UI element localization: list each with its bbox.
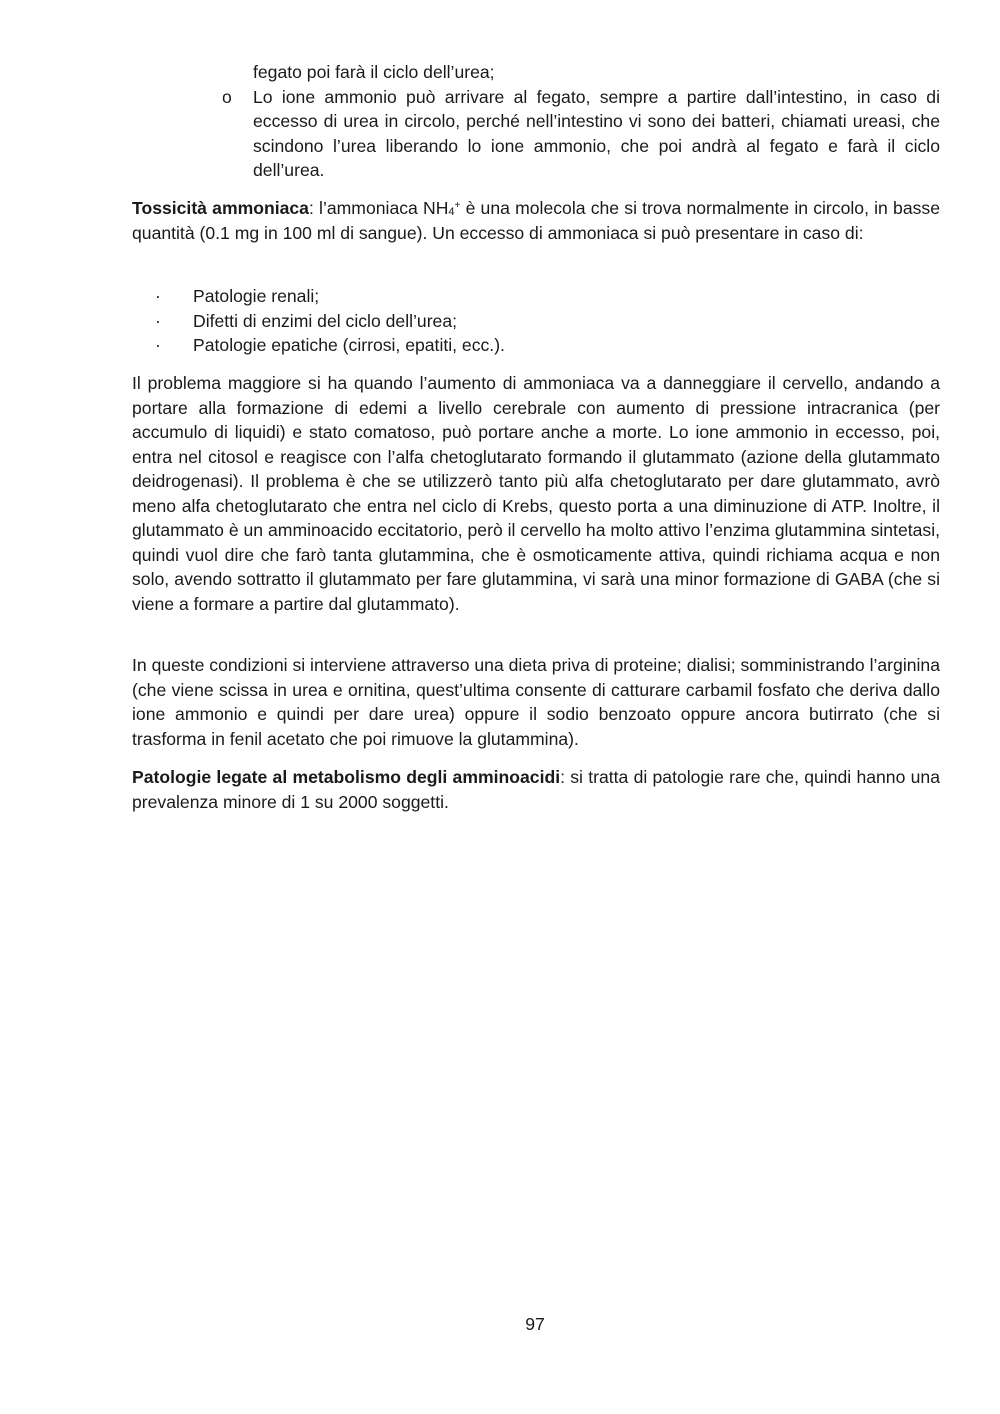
list-marker: o <box>222 86 232 107</box>
toxicity-paragraph <box>132 196 940 245</box>
cause-text: Patologie epatiche (cirrosi, epatiti, ecc.). <box>193 335 505 355</box>
problem-paragraph: Il problema maggiore si ha quando l’aumento di ammoniaca va a danneggiare il cervello, andando a portare alla formazione di edemi a livello cerebrale con aumento di pressione intracranica (per accumulo di liquidi) e stato comatoso, può portare anche a morte. Lo ione ammonio in eccesso, poi, entra nel citosol e reagisce con l’alfa chetoglutarato formando il glutammato (azione della glutammato deidrogenasi). Il problema è che se utilizzerò tanto più alfa chetoglutarato per dare glutammato, avrò meno alfa chetoglutarato che entra nel ciclo di Krebs, questo porta a una diminuzione di ATP. Inoltre, il glutammato è un amminoacido eccitatorio, però il cervello ha molto attivo l’enzima glutammina sintetasi, quindi vuol dire che farò tanta glutammina, che è osmoticamente attiva, quindi richiama acqua e non solo, avendo sottratto il glutammato per fare glutammina, vi sarà una minor formazione di GABA (che si viene a formare a partire dal glutammato). <box>132 373 940 614</box>
formula-superscript: + <box>454 200 461 211</box>
bullet-marker: · <box>155 286 161 306</box>
page-number: 97 <box>525 1314 545 1334</box>
list-item-ammonium-ion <box>222 85 940 183</box>
list-item <box>155 309 940 334</box>
list-item <box>155 333 940 358</box>
toxicity-text-before: : l’ammoniaca NH <box>308 198 449 218</box>
bullet-marker: · <box>155 335 161 355</box>
list-item <box>155 284 940 309</box>
causes-list <box>155 284 940 358</box>
pathologies-paragraph <box>132 765 940 814</box>
toxicity-text-after: è una molecola che si trova normalmente in circolo, in basse quantità (0.1 mg in 100 ml di sangue). Un eccesso di ammoniaca si può presentare in caso di: <box>132 198 940 243</box>
list-item-text: Lo ione ammonio può arrivare al fegato, sempre a partire dall’intestino, in caso di eccesso di urea in circolo, perché nell’intestino vi sono dei batteri, chiamati ureasi, che scindono l’urea liberando lo ione ammonio, che poi andrà al fegato e farà il ciclo dell’urea. <box>253 86 940 180</box>
list-item-continuation <box>222 60 940 85</box>
formula-subscript: 4 <box>448 206 455 218</box>
bullet-marker: · <box>155 310 161 331</box>
urea-sub-list <box>222 60 940 183</box>
pathologies-heading: Patologie legate al metabolismo degli amminoacidi <box>132 767 561 787</box>
continuation-text: fegato poi farà il ciclo dell’urea; <box>253 62 495 82</box>
cause-text: Difetti di enzimi del ciclo dell’urea; <box>193 310 458 331</box>
cause-text: Patologie renali; <box>193 286 320 306</box>
toxicity-heading: Tossicità ammoniaca <box>132 198 309 218</box>
pathologies-text: : si tratta di patologie rare che, quindi hanno una prevalenza minore di 1 su 2000 soggetti. <box>132 767 940 812</box>
treatment-paragraph: In queste condizioni si interviene attraverso una dieta priva di proteine; dialisi; somministrando l’arginina (che viene scissa in urea e ornitina, quest’ultima consente di catturare carbamil fosfato che deriva dallo ione ammonio e quindi per dare urea) oppure il sodio benzoato oppure ancora butirrato (che si trasforma in fenil acetato che poi rimuove la glutammina). <box>132 655 940 749</box>
